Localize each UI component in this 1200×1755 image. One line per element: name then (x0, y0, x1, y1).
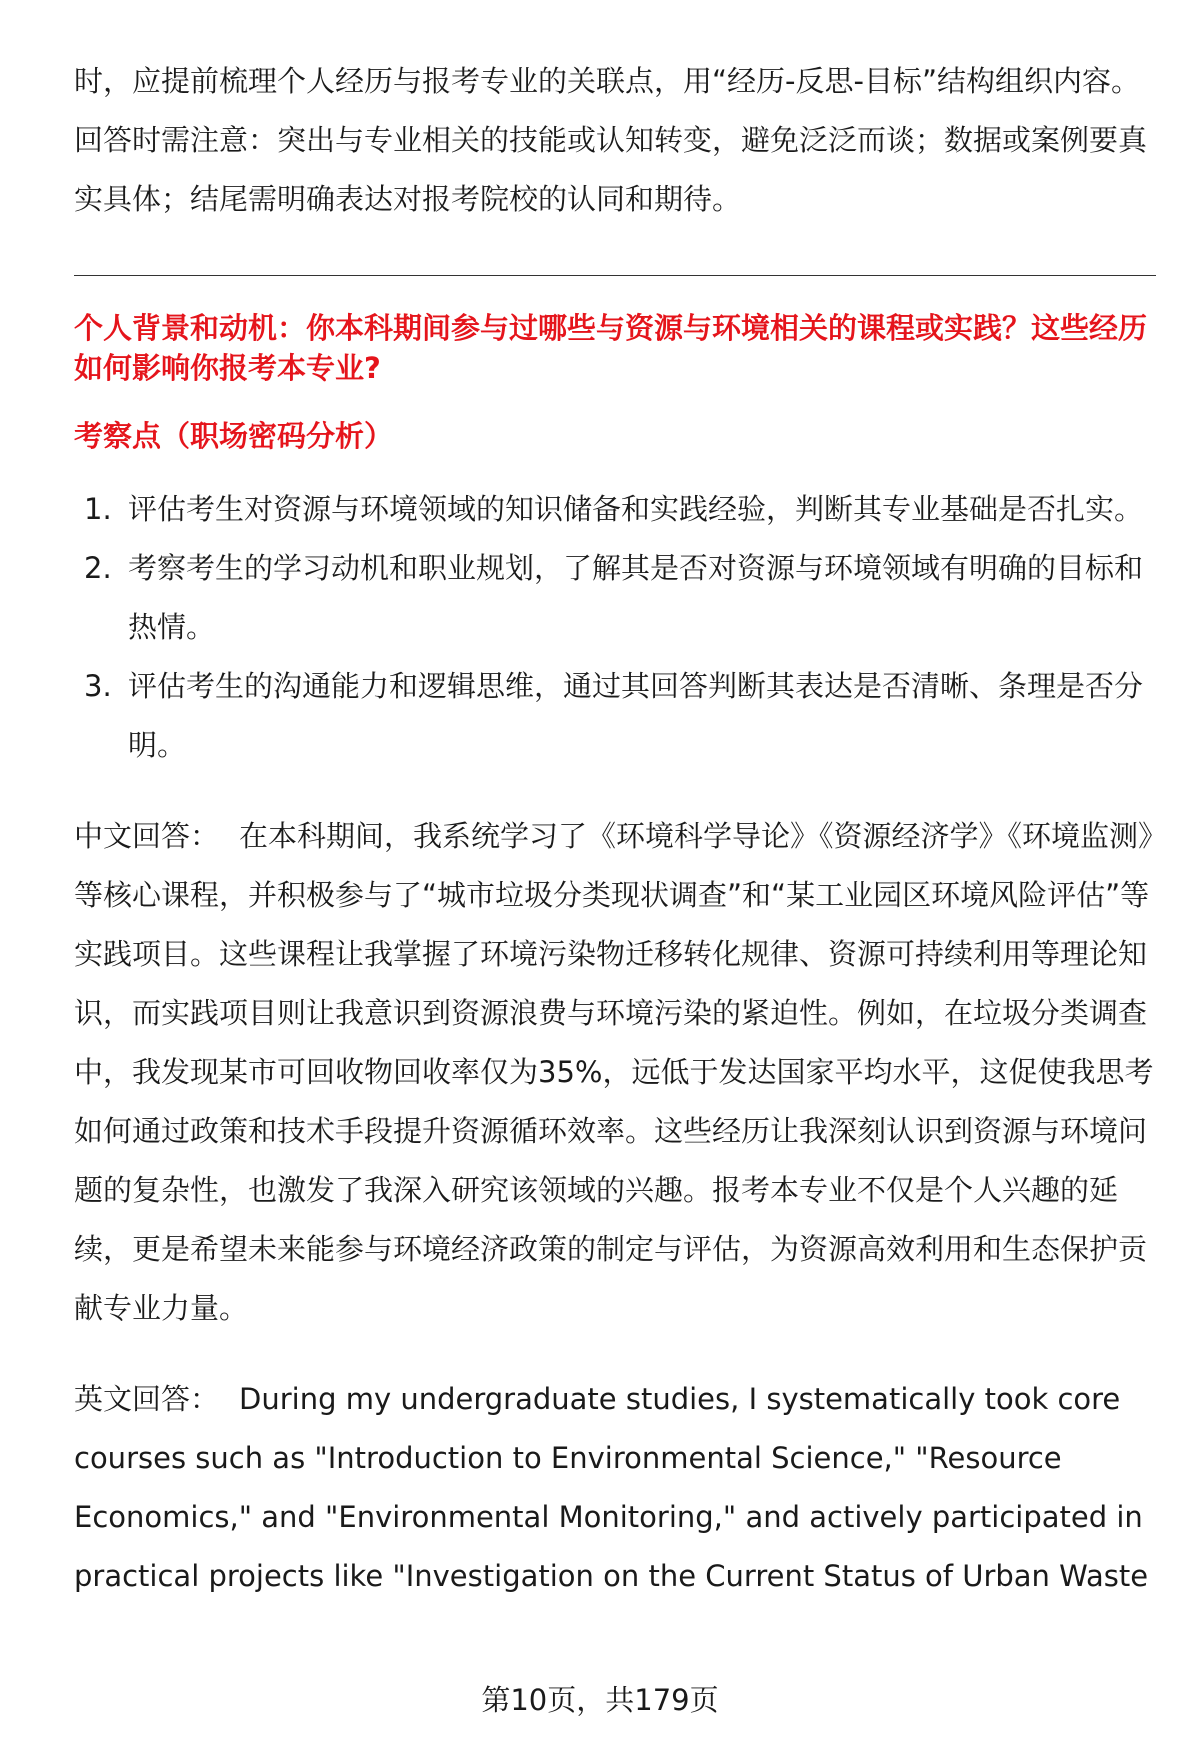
chinese-answer-label: 中文回答： (74, 819, 220, 853)
assessment-point (74, 480, 1156, 539)
assessment-points-list (74, 480, 1156, 775)
assessment-point (74, 539, 1156, 657)
point-number: 2. (84, 551, 112, 585)
english-answer-label: 英文回答： (74, 1382, 220, 1416)
point-text: 评估考生的沟通能力和逻辑思维，通过其回答判断其表达是否清晰、条理是否分明。 (128, 669, 1144, 762)
english-answer-text: During my undergraduate studies, I systematically took core courses such as "Introduction to Environmental Science," "Resource Economics," and "Environmental Monitoring," and actively participated in practical projects like "Investigation on the Current Status of Urban Waste (74, 1382, 1149, 1593)
intro-paragraph: 时，应提前梳理个人经历与报考专业的关联点，用“经历-反思-目标”结构组织内容。回答时需注意：突出与专业相关的技能或认知转变，避免泛泛而谈；数据或案例要真实具体；结尾需明确表达对报考院校的认同和期待。 (74, 64, 1148, 216)
english-answer (74, 1370, 1156, 1606)
chinese-answer (74, 807, 1156, 1338)
point-number: 3. (84, 669, 112, 703)
point-text: 考察考生的学习动机和职业规划，了解其是否对资源与环境领域有明确的目标和热情。 (128, 551, 1144, 644)
question-heading: 个人背景和动机：你本科期间参与过哪些与资源与环境相关的课程或实践？这些经历如何影响你报考本专业? (74, 311, 1148, 385)
page-number-footer: 第10页，共179页 (481, 1683, 719, 1717)
assessment-point (74, 657, 1156, 775)
point-number: 1. (84, 492, 112, 526)
assessment-heading: 考察点（职场密码分析） (74, 419, 394, 453)
document-page (74, 52, 1156, 1606)
chinese-answer-text: 在本科期间，我系统学习了《环境科学导论》《资源经济学》《环境监测》等核心课程，并积极参与了“城市垃圾分类现状调查”和“某工业园区环境风险评估”等实践项目。这些课程让我掌握了环境污染物迁移转化规律、资源可持续利用等理论知识，而实践项目则让我意识到资源浪费与环境污染的紧迫性。例如，在垃圾分类调查中，我发现某市可回收物回收率仅为35%，远低于发达国家平均水平，这促使我思考如何通过政策和技术手段提升资源循环效率。这些经历让我深刻认识到资源与环境问题的复杂性，也激发了我深入研究该领域的兴趣。报考本专业不仅是个人兴趣的延续，更是希望未来能参与环境经济政策的制定与评估，为资源高效利用和生态保护贡献专业力量。 (74, 819, 1154, 1325)
section-divider (74, 275, 1156, 276)
point-text: 评估考生对资源与环境领域的知识储备和实践经验，判断其专业基础是否扎实。 (128, 492, 1144, 526)
